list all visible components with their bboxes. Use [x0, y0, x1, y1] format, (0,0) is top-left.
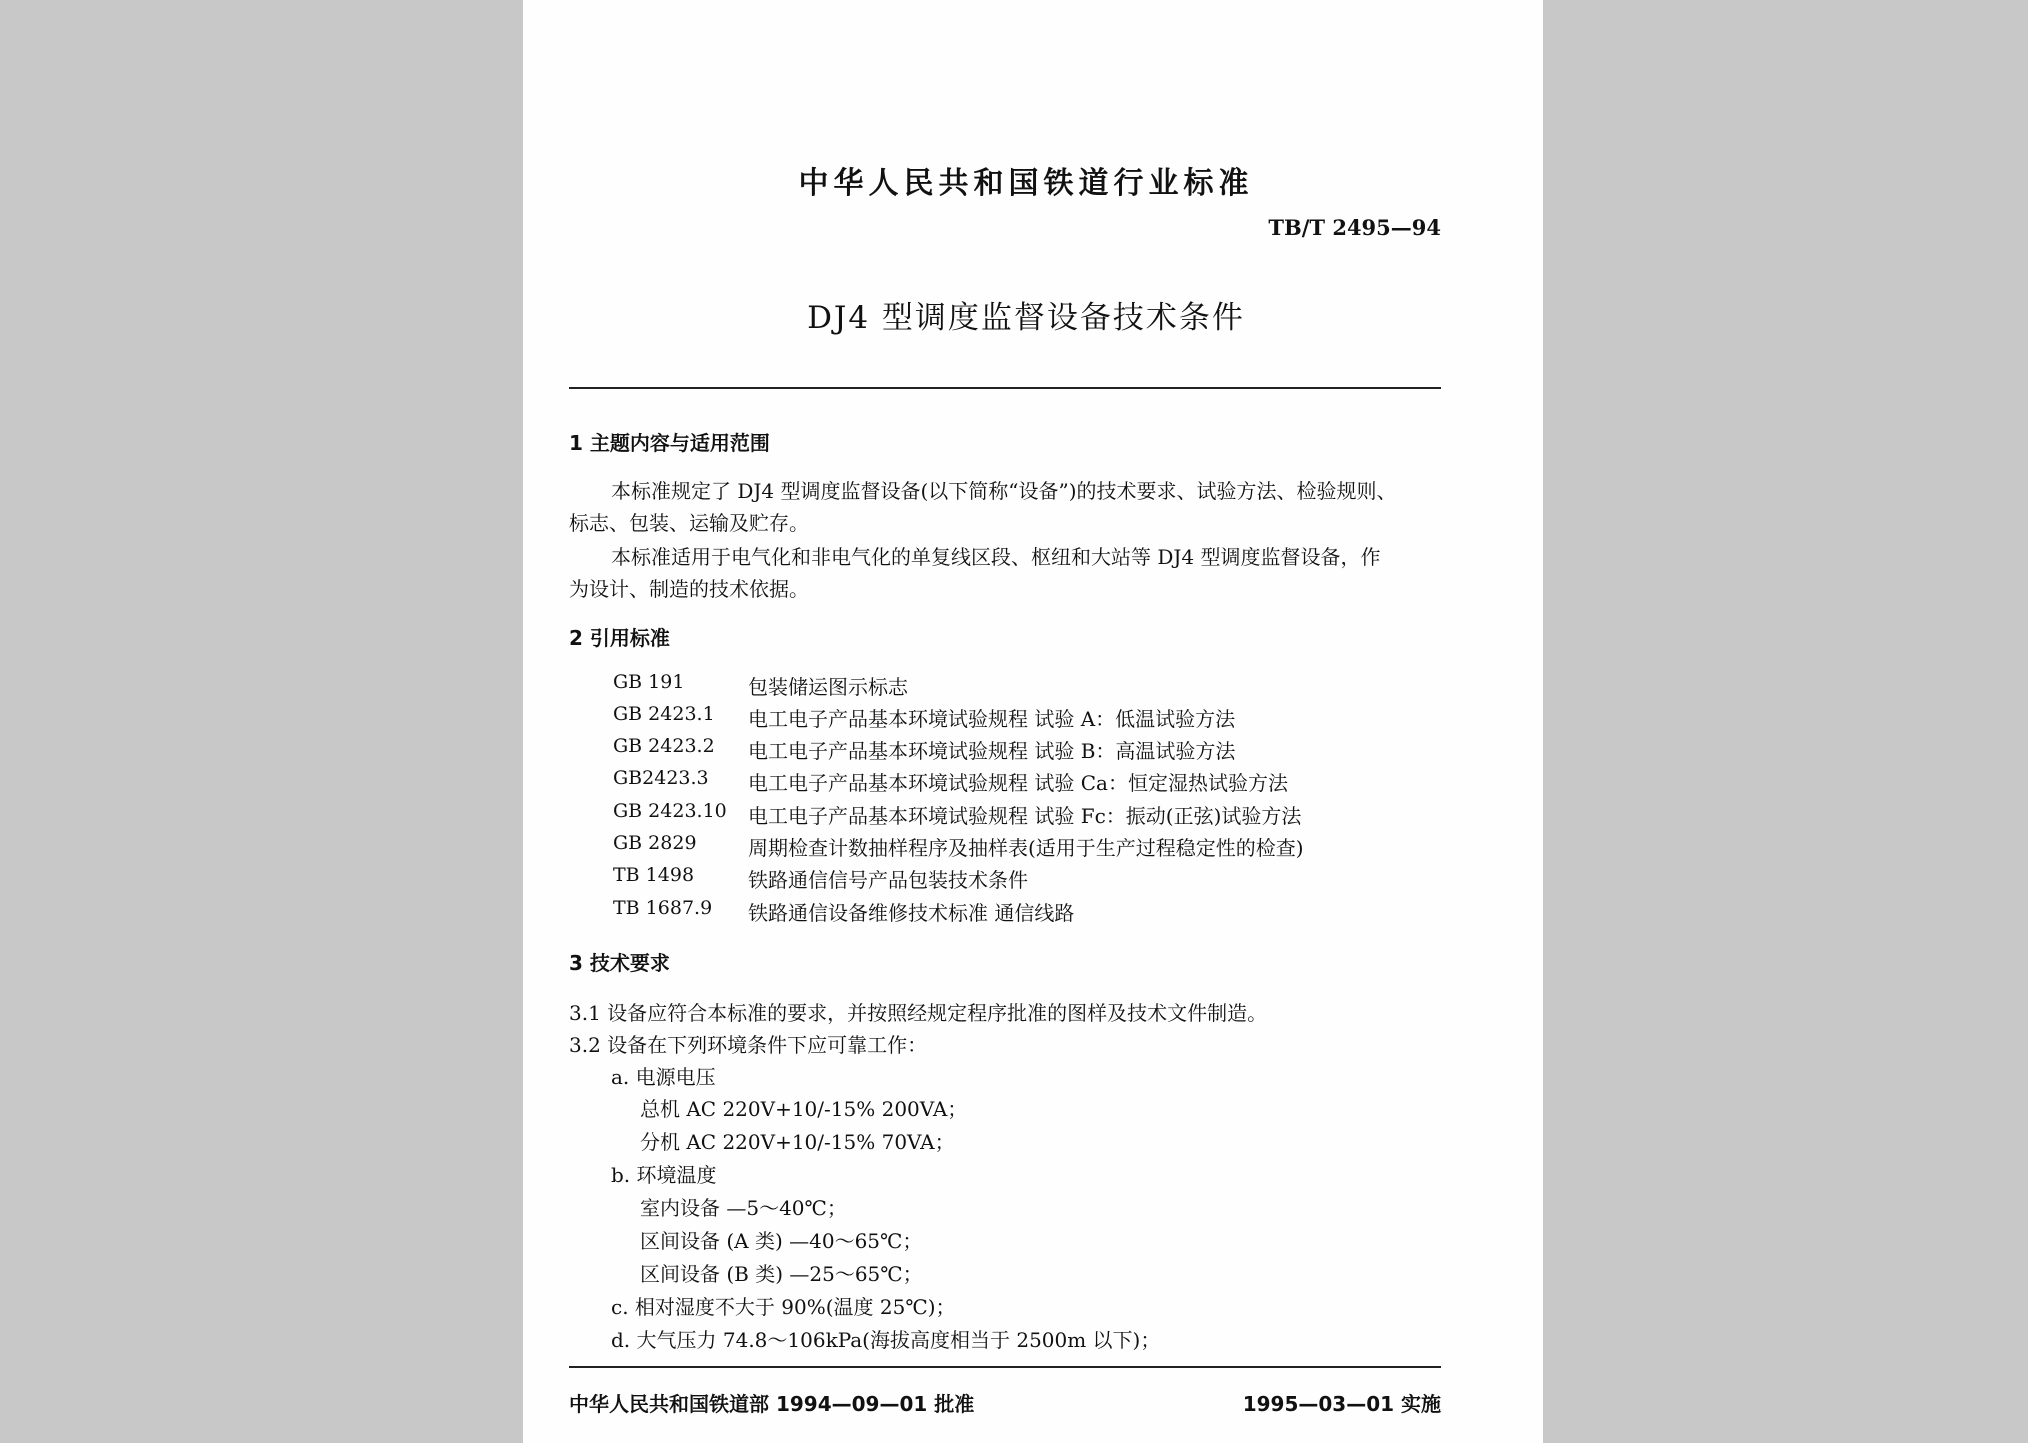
ref-code: TB 1498: [613, 864, 695, 886]
section-1-para2-line1: 本标准适用于电气化和非电气化的单复线区段、枢纽和大站等 DJ4 型调度监督设备，作: [611, 545, 1381, 569]
ref-code: GB2423.3: [613, 767, 709, 789]
ref-code: GB 2829: [613, 832, 697, 854]
ref-title: 包装储运图示标志: [748, 675, 908, 699]
ref-title: 周期检查计数抽样程序及抽样表(适用于生产过程稳定性的检查): [748, 836, 1304, 860]
section-1-para1-line1: 本标准规定了 DJ4 型调度监督设备(以下简称“设备”)的技术要求、试验方法、检验规则、: [611, 479, 1397, 503]
ref-code: GB 2423.2: [613, 735, 715, 757]
item-b-line: 区间设备 (B 类) —25～65℃；: [640, 1262, 923, 1286]
issuing-organization-title: 中华人民共和国铁道行业标准: [798, 166, 1254, 201]
item-d-line: d. 大气压力 74.8～106kPa(海拔高度相当于 2500m 以下)；: [611, 1328, 1161, 1352]
document-page: [523, 0, 1543, 1443]
section-1-para1-line2: 标志、包装、运输及贮存。: [569, 511, 809, 535]
item-b-line: 室内设备 —5～40℃；: [640, 1196, 847, 1220]
item-a-label: a. 电源电压: [611, 1065, 716, 1089]
ref-title: 电工电子产品基本环境试验规程 试验 Fc：振动(正弦)试验方法: [748, 804, 1302, 828]
approval-line: 中华人民共和国铁道部 1994—09—01 批准: [569, 1392, 975, 1416]
item-b-line: 区间设备 (A 类) —40～65℃；: [640, 1229, 923, 1253]
ref-title: 铁路通信设备维修技术标准 通信线路: [748, 901, 1075, 925]
section-1-heading: 1 主题内容与适用范围: [569, 431, 770, 455]
ref-title: 电工电子产品基本环境试验规程 试验 B：高温试验方法: [748, 739, 1236, 763]
section-3-heading: 3 技术要求: [569, 951, 670, 975]
item-b-label: b. 环境温度: [611, 1163, 717, 1187]
item-a-line: 分机 AC 220V+10/-15% 70VA；: [640, 1130, 955, 1154]
ref-code: TB 1687.9: [613, 897, 713, 919]
ref-code: GB 2423.1: [613, 703, 715, 725]
clause-3-1: 3.1 设备应符合本标准的要求，并按照经规定程序批准的图样及技术文件制造。: [569, 1001, 1268, 1025]
document-title: DJ4 型调度监督设备技术条件: [807, 300, 1245, 336]
ref-title: 电工电子产品基本环境试验规程 试验 A：低温试验方法: [748, 707, 1236, 731]
ref-code: GB 2423.10: [613, 800, 727, 822]
item-a-line: 总机 AC 220V+10/-15% 200VA；: [640, 1097, 968, 1121]
effective-date-line: 1995—03—01 实施: [1242, 1392, 1441, 1416]
section-1-para2-line2: 为设计、制造的技术依据。: [569, 577, 809, 601]
footer-rule: [569, 1366, 1441, 1368]
item-c-line: c. 相对湿度不大于 90%(温度 25℃)；: [611, 1295, 956, 1319]
standard-code: TB/T 2495—94: [1268, 215, 1441, 240]
ref-title: 电工电子产品基本环境试验规程 试验 Ca：恒定湿热试验方法: [748, 771, 1288, 795]
ref-code: GB 191: [613, 671, 685, 693]
clause-3-2: 3.2 设备在下列环境条件下应可靠工作：: [569, 1033, 928, 1057]
ref-title: 铁路通信信号产品包装技术条件: [748, 868, 1028, 892]
section-2-heading: 2 引用标准: [569, 626, 670, 650]
header-rule: [569, 387, 1441, 389]
